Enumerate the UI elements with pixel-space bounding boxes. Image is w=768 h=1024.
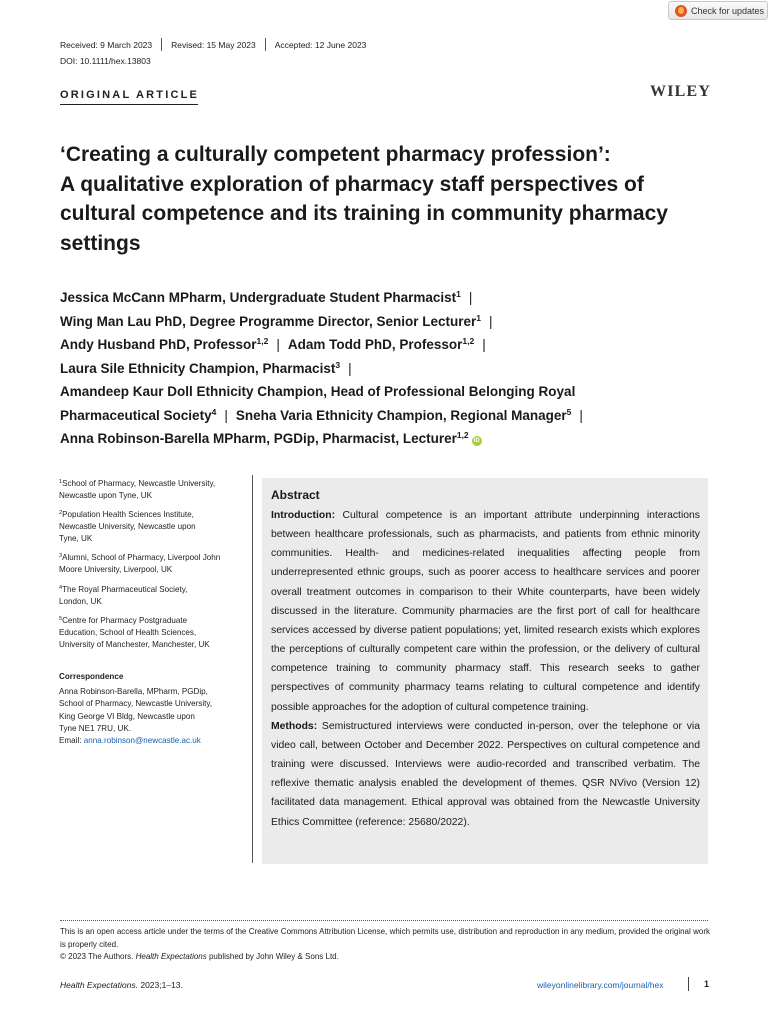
affiliation-line: Population Health Sciences Institute,	[62, 510, 194, 519]
author[interactable]: Wing Man Lau PhD, Degree Programme Director, Senior Lecturer	[60, 313, 477, 329]
abstract-methods	[271, 717, 700, 832]
check-for-updates-icon	[675, 5, 687, 17]
affiliation-line: Newcastle University, Newcastle upon	[59, 521, 196, 531]
abstract-box	[262, 478, 708, 864]
affiliation-number: 1	[59, 479, 63, 485]
correspondence-line: School of Pharmacy, Newcastle University,	[59, 699, 213, 709]
title-line: ‘Creating a culturally competent pharmacy profession’:	[60, 143, 611, 166]
author[interactable]: Pharmaceutical Society	[60, 407, 212, 423]
author-affiliation-ref: 1,2	[462, 336, 475, 346]
affiliation-number: 3	[59, 553, 63, 559]
introduction-text: Cultural competence is an important attribute underpinning interactions between healthcare professionals, such as pharmacists, and patients from ethnic minority communities. Health- and medicines-related inequalities affecting people from underrepresented ethnic groups, such as poorer access to healthcare services and poorer overall treatment outcomes in comparison to their White counterparts, have been widely discussed in the literature. Community pharmacies are the first port of call for healthcare services accessed by diverse patient populations; yet, limited research exists which explores the perceptions of culturally competent care within the profession, or the delivery of cultural competence training to community pharmacy staff. This research seeks to gather perspectives of community pharmacy teams relating to cultural competence and identify possible approaches for the adoption of cultural competence training.	[271, 510, 701, 713]
author-affiliation-ref: 1	[456, 289, 461, 299]
copyright-journal: Health Expectations	[135, 952, 207, 961]
publisher-logo: WILEY	[650, 83, 712, 100]
methods-text: Semistructured interviews were conducted in-person, over the telephone or via video call, between October and December 2022. Perspectives on cultural competence and training were discussed. Interviews were audio-recorded and transcribed verbatim. The reflexive thematic analysis enabled the development of themes. QSR NVivo (Version 12) facilitated data management. Ethical approval was obtained from the Newcastle University Ethics Committee (reference: 25680/2022).	[271, 720, 700, 828]
affiliation-line: Moore University, Liverpool, UK	[59, 564, 173, 574]
author-separator: |	[276, 337, 280, 352]
author-affiliation-ref: 1,2	[456, 430, 469, 440]
author-affiliation-ref: 5	[566, 406, 572, 417]
footnote-divider	[60, 920, 708, 921]
affiliation-line: University of Manchester, Manchester, UK	[59, 639, 210, 649]
received-date: Received: 9 March 2023	[60, 39, 153, 50]
affiliation	[59, 478, 244, 502]
article-type-underline	[60, 104, 198, 105]
affiliation-line: Centre for Pharmacy Postgraduate	[62, 616, 188, 625]
author[interactable]: Jessica McCann MPharm, Undergraduate Student Pharmacist	[60, 290, 457, 305]
title-line: cultural competence and its training in community pharmacy	[60, 202, 668, 225]
email-label: Email:	[59, 736, 82, 746]
date-divider	[161, 38, 162, 51]
footer-volume: 2023;1–13.	[140, 980, 183, 990]
article-type: ORIGINAL ARTICLE	[60, 89, 200, 101]
affiliation-line: London, UK	[59, 596, 102, 606]
affiliation-line: Newcastle upon Tyne, UK	[59, 490, 152, 500]
introduction-label: Introduction:	[271, 510, 336, 521]
copyright	[60, 952, 339, 961]
check-for-updates-button[interactable]	[668, 1, 768, 20]
footer-journal: Health Expectations.	[60, 980, 138, 990]
affiliation-line: Alumni, School of Pharmacy, Liverpool John	[62, 553, 221, 562]
correspondence-line: Tyne NE1 7RU, UK.	[59, 723, 131, 733]
affiliation-number: 4	[59, 585, 63, 591]
revised-date: Revised: 15 May 2023	[171, 39, 256, 50]
license-text: This is an open access article under the terms of the Creative Commons Attribution License, which permits use, distribution and reproduction in any medium, provided the original work is properly cited.	[60, 927, 710, 949]
orcid-icon[interactable]: iD	[473, 438, 480, 444]
copyright-suffix: published by John Wiley & Sons Ltd.	[208, 952, 339, 961]
author-affiliation-ref: 1,2	[256, 336, 269, 346]
correspondence-line: Anna Robinson-Barella, MPharm, PGDip,	[59, 687, 208, 696]
author-list	[60, 286, 720, 451]
author[interactable]: Laura Sile Ethnicity Champion, Pharmacist	[60, 360, 336, 376]
affiliation-line: Tyne, UK	[59, 533, 93, 543]
correspondence-line: King George VI Bldg, Newcastle upon	[59, 711, 195, 721]
author[interactable]: Andy Husband PhD, Professor	[60, 337, 257, 352]
page-number: 1	[704, 979, 710, 989]
correspondence-heading: Correspondence	[59, 672, 124, 681]
title-line: settings	[60, 231, 141, 255]
author-separator: |	[488, 313, 493, 329]
author-separator: |	[468, 290, 473, 305]
date-divider	[265, 38, 266, 51]
author[interactable]: Sneha Varia Ethnicity Champion, Regional Manager	[235, 407, 567, 423]
affiliation-number: 2	[59, 510, 63, 516]
author-separator: |	[348, 360, 352, 376]
methods-label: Methods:	[271, 720, 318, 732]
abstract-heading: Abstract	[271, 488, 320, 502]
abstract-introduction	[271, 506, 700, 717]
author-separator: |	[224, 407, 228, 423]
column-divider	[252, 475, 253, 863]
author[interactable]: Anna Robinson-Barella MPharm, PGDip, Pharmacist, Lecturer	[60, 431, 457, 446]
affiliation-line: Education, School of Health Sciences,	[59, 627, 197, 637]
correspondence-details	[59, 686, 249, 747]
journal-url-link[interactable]: wileyonlinelibrary.com/journal/hex	[537, 980, 664, 990]
check-for-updates-label: Check for updates	[691, 5, 765, 16]
affiliation-line: School of Pharmacy, Newcastle University,	[62, 479, 216, 488]
author-affiliation-ref: 4	[211, 406, 217, 417]
accepted-date: Accepted: 12 June 2023	[274, 39, 367, 50]
affiliation	[59, 552, 244, 576]
author[interactable]: Adam Todd PhD, Professor	[287, 337, 463, 352]
article-dates	[60, 38, 366, 51]
footer-divider	[688, 977, 689, 991]
author-separator: |	[579, 407, 583, 423]
affiliation-line: The Royal Pharmaceutical Society,	[62, 585, 188, 594]
author[interactable]: Amandeep Kaur Doll Ethnicity Champion, Head of Professional Belonging Royal	[60, 384, 576, 399]
copyright-prefix: © 2023 The Authors.	[60, 952, 134, 961]
affiliation	[59, 509, 244, 544]
author-affiliation-ref: 1	[476, 312, 481, 323]
title-line: A qualitative exploration of pharmacy staff perspectives of	[60, 172, 644, 196]
doi[interactable]: DOI: 10.1111/hex.13803	[60, 56, 151, 66]
author-affiliation-ref: 3	[335, 359, 341, 370]
email-link[interactable]: anna.robinson@newcastle.ac.uk	[83, 736, 201, 746]
affiliation	[59, 615, 244, 650]
affiliation	[59, 584, 244, 608]
author-separator: |	[482, 337, 486, 352]
affiliation-number: 5	[59, 616, 63, 622]
footer-citation	[60, 980, 183, 990]
article-title	[60, 140, 720, 258]
